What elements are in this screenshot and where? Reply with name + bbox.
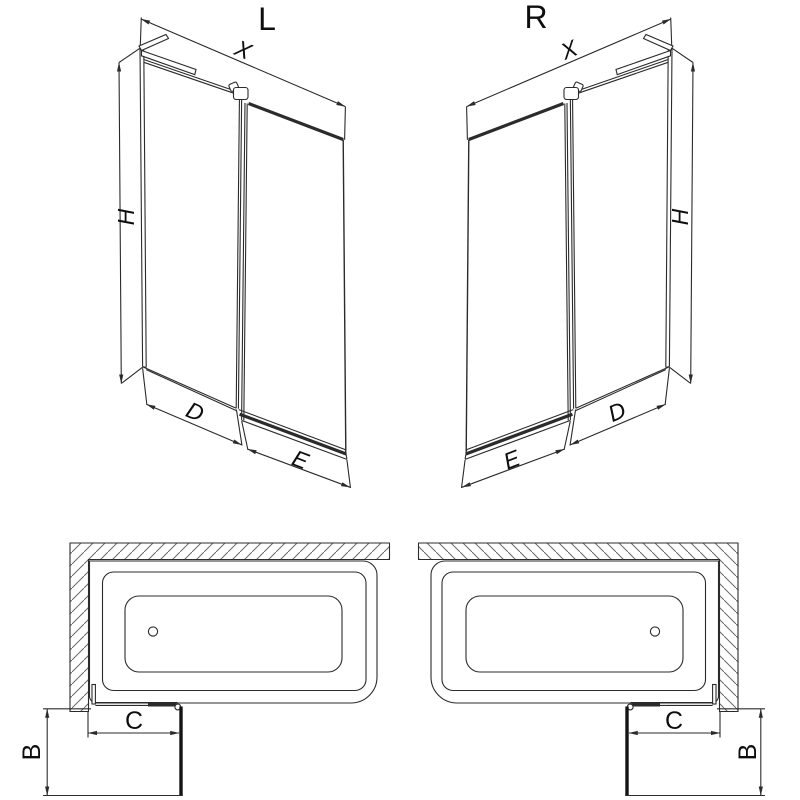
dim-h-label-right: H xyxy=(667,208,693,226)
front-view-right xyxy=(462,0,694,488)
dim-x-label-left: X xyxy=(230,34,256,65)
plan-view-left xyxy=(18,543,390,796)
dim-d-label-left: D xyxy=(182,396,208,427)
dim-c-label-right: C xyxy=(664,707,684,735)
front-view-left xyxy=(113,1,351,488)
dim-d-label-right: D xyxy=(604,396,630,427)
dim-b-label-right: B xyxy=(734,743,762,761)
plan-view-right xyxy=(419,543,766,796)
dim-x-label-right: X xyxy=(556,34,582,65)
dim-c-label-left: C xyxy=(124,707,144,735)
plan-left-geometry xyxy=(43,543,390,796)
plan-right-geometry xyxy=(419,543,766,796)
dim-h-label-left: H xyxy=(113,208,139,226)
variant-label-left: L xyxy=(258,1,276,37)
dim-b-label-left: B xyxy=(18,743,46,761)
front-right-geometry xyxy=(462,18,694,488)
dim-e-label-right: E xyxy=(499,444,524,475)
front-left-geometry xyxy=(119,18,351,488)
variant-label-right: R xyxy=(524,0,548,35)
dim-e-label-left: E xyxy=(288,444,313,475)
